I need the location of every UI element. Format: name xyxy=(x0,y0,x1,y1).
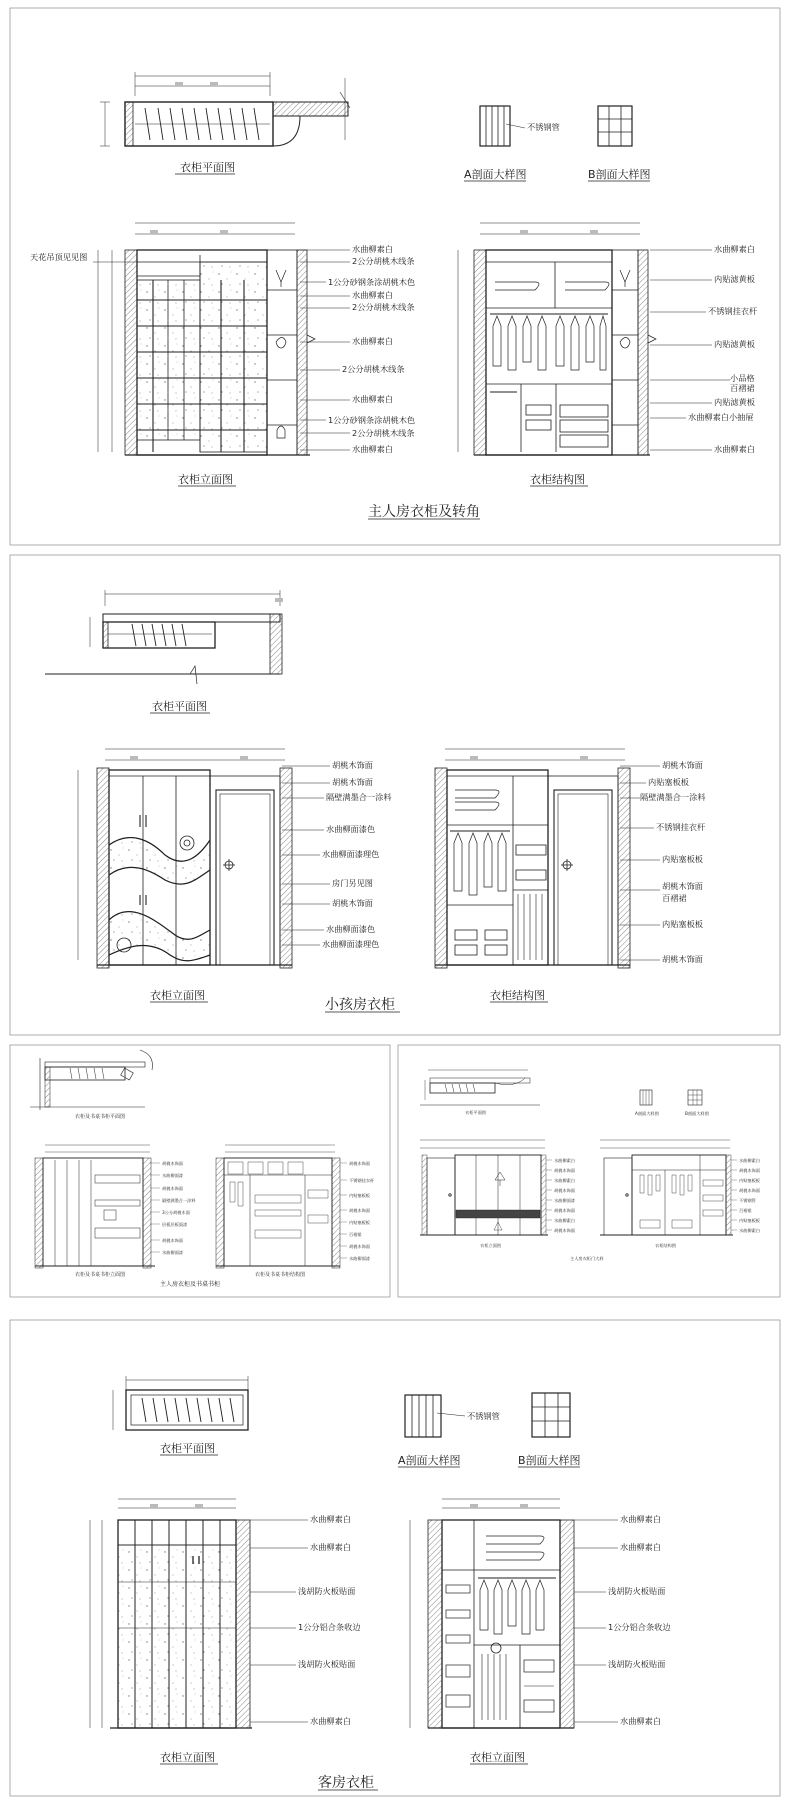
detail-b-caption-4: B剖面大样图 xyxy=(685,1111,709,1116)
callout-label: 2公分胡桃木线条 xyxy=(352,302,415,312)
callout-label: 浅胡防火板贴面 xyxy=(298,1659,356,1669)
callout-label: 浅胡防火板贴面 xyxy=(298,1586,356,1596)
plan-view-4 xyxy=(420,1070,540,1105)
callout-label: 胡桃木饰面 xyxy=(162,1161,183,1166)
callout-label: 百褶裙 xyxy=(730,383,755,393)
detail-a-caption-1: A剖面大样图 xyxy=(464,168,527,181)
callout-label: 水曲柳面漆 xyxy=(349,1256,370,1261)
callout-label: 水曲柳面漆理色 xyxy=(322,939,380,949)
callout-label: 内贴滤黄板 xyxy=(714,397,755,407)
struct-caption-5: 衣柜立面图 xyxy=(470,1751,525,1764)
callout-label: 水曲柳素白 xyxy=(554,1158,575,1163)
detail-a-caption-5: A剖面大样图 xyxy=(398,1454,461,1467)
struct-caption-4: 衣柜结构图 xyxy=(655,1243,676,1248)
struct-caption-1: 衣柜结构图 xyxy=(530,473,585,486)
panel-child-wardrobe xyxy=(10,555,780,1035)
plan-caption-1: 衣柜平面图 xyxy=(180,161,235,174)
callout-label: 胡桃木饰面 xyxy=(554,1168,575,1173)
callout-label: 层板层板面漆 xyxy=(162,1222,188,1227)
callout-label: 胡桃木饰面 xyxy=(162,1238,183,1243)
plan-caption-2: 衣柜平面图 xyxy=(152,700,207,713)
detail-b-4 xyxy=(688,1090,702,1105)
callout-label: 3公分胡桃木面 xyxy=(162,1210,190,1215)
callout-label: 水曲柳素白 xyxy=(620,1514,661,1524)
panel-title-1: 主人房衣柜及转角 xyxy=(368,504,480,520)
detail-b-5 xyxy=(532,1393,570,1437)
callout-label: 内贴塞板板 xyxy=(648,777,689,787)
callout-label: 1公分铝合条收边 xyxy=(298,1622,361,1632)
callout-label: 胡桃木饰面 xyxy=(662,881,703,891)
callout-label: 胡桃木饰面 xyxy=(349,1244,370,1249)
panel-title-3: 主人房衣柜及书桌书柜 xyxy=(160,1281,221,1288)
callout-label: 浅胡防火板贴面 xyxy=(608,1659,666,1669)
callout-label: 内贴塞板板 xyxy=(662,919,703,929)
plan-view-2 xyxy=(45,590,283,713)
callout-label: 胡桃木饰面 xyxy=(739,1188,760,1193)
callout-label: 内贴塞板板 xyxy=(739,1178,760,1183)
panel-title-4: 主人房衣柜门大样 xyxy=(570,1256,604,1261)
struct-caption-3: 衣柜及书桌书柜结构图 xyxy=(255,1272,306,1278)
callout-label: 胡桃木饰面 xyxy=(739,1168,760,1173)
struct-caption-2: 衣柜结构图 xyxy=(490,989,545,1002)
callout-label: 水曲柳素白 xyxy=(554,1218,575,1223)
left-note-1: 天花吊顶见见图 xyxy=(30,252,88,262)
callout-label: 胡桃木饰面 xyxy=(554,1228,575,1233)
structure-labels-3 xyxy=(340,1160,375,1262)
callout-label: 内贴塞板板 xyxy=(739,1218,760,1223)
callout-label: 水曲柳素白 xyxy=(352,290,393,300)
callout-label: 水曲柳素白 xyxy=(620,1542,661,1552)
detail-a-1 xyxy=(480,106,525,146)
callout-label: 水曲柳素白 xyxy=(310,1716,351,1726)
callout-label: 小品格 xyxy=(730,373,755,383)
callout-label: 胡桃木饰面 xyxy=(332,760,373,770)
callout-label: 胡桃木饰面 xyxy=(332,898,373,908)
callout-label: 胡桃木饰面 xyxy=(662,954,703,964)
callout-label: 水曲柳面漆理色 xyxy=(322,849,380,859)
elevation-2 xyxy=(78,749,292,968)
structure-labels-1 xyxy=(650,244,757,454)
callout-label: 水曲柳素白 xyxy=(352,394,393,404)
elevation-5 xyxy=(90,1499,252,1728)
callout-label: 2公分胡桃木线条 xyxy=(352,428,415,438)
callout-label: 内贴塞板板 xyxy=(349,1220,370,1225)
callout-label: 胡桃木饰面 xyxy=(162,1186,183,1191)
elev-caption-3: 衣柜及书桌书柜立面图 xyxy=(75,1272,126,1278)
callout-label: 水曲柳素白 xyxy=(352,444,393,454)
callout-label: 不锈钢挂衣杆 xyxy=(708,306,758,316)
elev-caption-1: 衣柜立面图 xyxy=(178,473,233,486)
structure-3 xyxy=(216,1145,340,1268)
callout-label: 2公分胡桃木线条 xyxy=(342,364,405,374)
callout-label: 内贴滤黄板 xyxy=(714,339,755,349)
callout-label: 水曲柳素白 xyxy=(714,444,755,454)
panel-title-2: 小孩房衣柜 xyxy=(325,997,395,1013)
elev-caption-5: 衣柜立面图 xyxy=(160,1751,215,1764)
callout-label: 隔壁满墨合一涂料 xyxy=(162,1198,196,1203)
callout-label: 1公分砂钢条涂胡桃木色 xyxy=(328,415,416,425)
callout-label: 隔壁满墨合一涂料 xyxy=(326,792,392,802)
callout-label: 水曲柳面漆色 xyxy=(326,924,376,934)
callout-label: 水曲柳素白 xyxy=(714,244,755,254)
detail-a-4 xyxy=(640,1090,652,1105)
callout-label: 隔壁满墨合一涂料 xyxy=(640,792,706,802)
callout-label: 百褶裙 xyxy=(662,893,687,903)
callout-label: 1公分砂钢条涂胡桃木色 xyxy=(328,277,416,287)
callout-label: 水曲柳素白 xyxy=(352,336,393,346)
panel-master-wardrobe-door xyxy=(398,1045,780,1297)
detail-b-caption-1: B剖面大样图 xyxy=(588,168,651,181)
callout-label: 2公分胡桃木线条 xyxy=(352,256,415,266)
callout-label: 不锈钢管 xyxy=(739,1198,756,1203)
detail-b-1 xyxy=(598,106,632,146)
callout-label: 胡桃木饰面 xyxy=(554,1188,575,1193)
plan-view-3 xyxy=(30,1050,153,1110)
callout-label: 百褶裙 xyxy=(349,1232,362,1237)
callout-label: 水曲柳素白 xyxy=(352,244,393,254)
callout-label: 胡桃木饰面 xyxy=(554,1208,575,1213)
detail-a-caption-4: A剖面大样图 xyxy=(635,1111,659,1116)
structure-2 xyxy=(435,749,630,968)
callout-label: 内贴滤黄板 xyxy=(714,274,755,284)
detail-a-label-1: 不锈钢管 xyxy=(527,122,560,132)
callout-label: 不锈钢挂衣杆 xyxy=(656,822,706,832)
structure-labels-2 xyxy=(620,760,706,964)
callout-label: 胡桃木饰面 xyxy=(349,1161,370,1166)
structure-labels-5 xyxy=(574,1514,671,1726)
callout-label: 水曲柳素白 xyxy=(310,1542,351,1552)
detail-a-5 xyxy=(405,1395,465,1437)
structure-1 xyxy=(458,223,656,455)
elevation-labels-4 xyxy=(546,1157,576,1234)
elevation-labels-5 xyxy=(250,1514,361,1726)
elev-caption-4: 衣柜立面图 xyxy=(480,1243,501,1248)
callout-label: 水曲柳素白 xyxy=(739,1158,760,1163)
elevation-3 xyxy=(35,1145,155,1268)
callout-label: 内贴塞板板 xyxy=(349,1193,370,1198)
callout-label: 水曲柳素白 xyxy=(554,1178,575,1183)
detail-a-label-5: 不锈钢管 xyxy=(467,1411,500,1421)
callout-label: 水曲柳素白 xyxy=(310,1514,351,1524)
elevation-4 xyxy=(420,1140,548,1235)
plan-caption-3: 衣柜及书桌书柜平面图 xyxy=(75,1114,126,1120)
callout-label: 胡桃木饰面 xyxy=(349,1208,370,1213)
callout-label: 胡桃木饰面 xyxy=(662,760,703,770)
callout-label: 水曲柳素白 xyxy=(620,1716,661,1726)
callout-label: 1公分铝合条收边 xyxy=(608,1622,671,1632)
plan-caption-5: 衣柜平面图 xyxy=(160,1442,215,1455)
callout-label: 胡桃木饰面 xyxy=(332,777,373,787)
elevation-labels-1 xyxy=(300,244,415,454)
callout-label: 内贴塞板板 xyxy=(662,854,703,864)
callout-label: 房门另见图 xyxy=(332,878,373,888)
structure-5 xyxy=(410,1499,574,1728)
elev-caption-2: 衣柜立面图 xyxy=(150,989,205,1002)
elevation-labels-2 xyxy=(282,760,392,949)
panel-master-wardrobe-desk xyxy=(10,1045,390,1297)
detail-b-caption-5: B剖面大样图 xyxy=(518,1454,581,1467)
callout-label: 水曲柳素白小抽屉 xyxy=(688,412,754,422)
callout-label: 水曲柳面漆 xyxy=(162,1173,183,1178)
panel-guest-wardrobe xyxy=(10,1320,780,1796)
structure-4 xyxy=(600,1140,733,1235)
elevation-labels-3 xyxy=(150,1160,196,1256)
elevation-1 xyxy=(98,223,315,455)
callout-label: 百褶裙 xyxy=(739,1208,752,1213)
callout-label: 水曲柳素白 xyxy=(739,1228,760,1233)
plan-view-1 xyxy=(100,72,350,174)
plan-caption-4: 衣柜平面图 xyxy=(465,1110,486,1115)
panel-master-wardrobe xyxy=(10,8,780,545)
callout-label: 浅胡防火板贴面 xyxy=(608,1586,666,1596)
structure-labels-4 xyxy=(731,1157,761,1234)
panel-title-5: 客房衣柜 xyxy=(318,1775,374,1791)
callout-label: 不锈钢挂衣杆 xyxy=(349,1178,375,1183)
callout-label: 水曲柳面漆 xyxy=(554,1198,575,1203)
callout-label: 水曲柳面漆 xyxy=(162,1250,183,1255)
callout-label: 水曲柳面漆色 xyxy=(326,824,376,834)
